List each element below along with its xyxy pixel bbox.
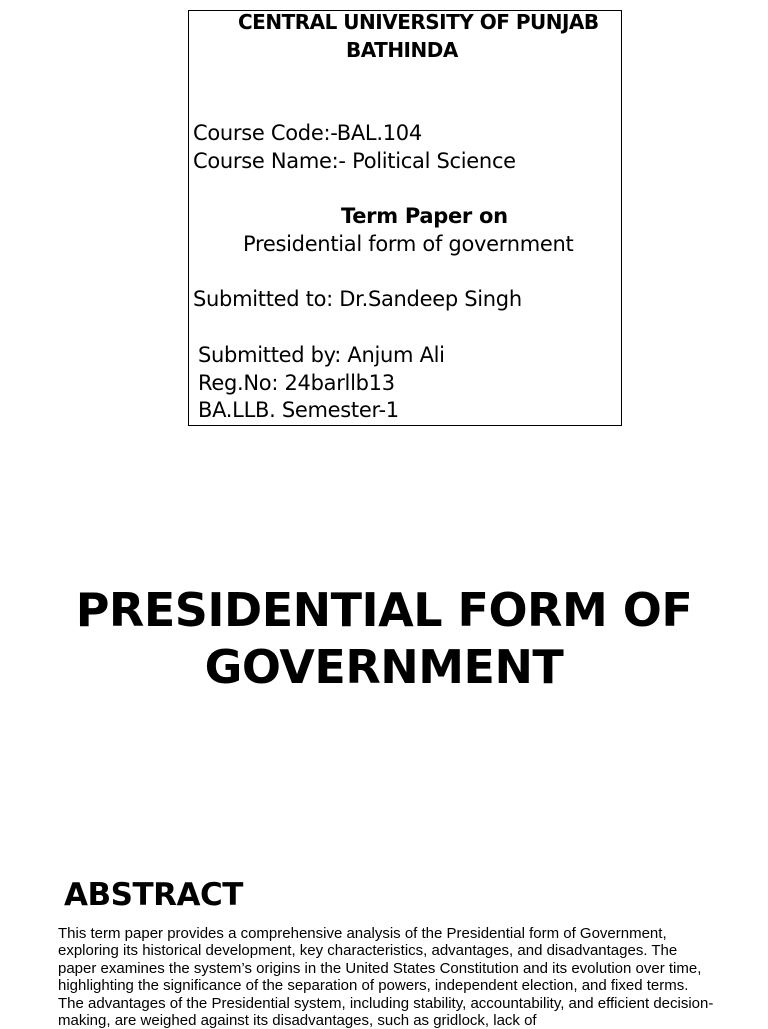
document-title	[0, 582, 768, 696]
abstract-body: This term paper provides a comprehensive analysis of the Presidential form of Government, exploring its historical development, key characteristics, advantages, and disadvantages. The paper examines the system’s origins in the United States Constitution and its evolution over time, highlighting the significance of the separation of powers, independent election, and fixed terms. The advantages of the Presidential system, including stability, accountability, and efficient decision-making, are weighed against its disadvantages, such as gridlock, lack of	[58, 925, 714, 1029]
term-paper-label: Term Paper on	[341, 204, 508, 228]
university-name-line1: CENTRAL UNIVERSITY OF PUNJAB	[238, 10, 599, 34]
term-paper-topic: Presidential form of government	[243, 232, 574, 256]
university-name-line2: BATHINDA	[346, 38, 458, 62]
registration-number: Reg.No: 24barllb13	[198, 371, 395, 395]
document-title-line2: GOVERNMENT	[204, 640, 564, 694]
submitted-by: Submitted by: Anjum Ali	[198, 343, 445, 367]
document-title-line1: PRESIDENTIAL FORM OF	[75, 583, 693, 637]
course-code: Course Code:-BAL.104	[193, 121, 422, 145]
semester: BA.LLB. Semester-1	[198, 398, 399, 422]
submitted-to: Submitted to: Dr.Sandeep Singh	[193, 287, 522, 311]
course-name: Course Name:- Political Science	[193, 149, 516, 173]
abstract-heading: ABSTRACT	[64, 877, 243, 913]
